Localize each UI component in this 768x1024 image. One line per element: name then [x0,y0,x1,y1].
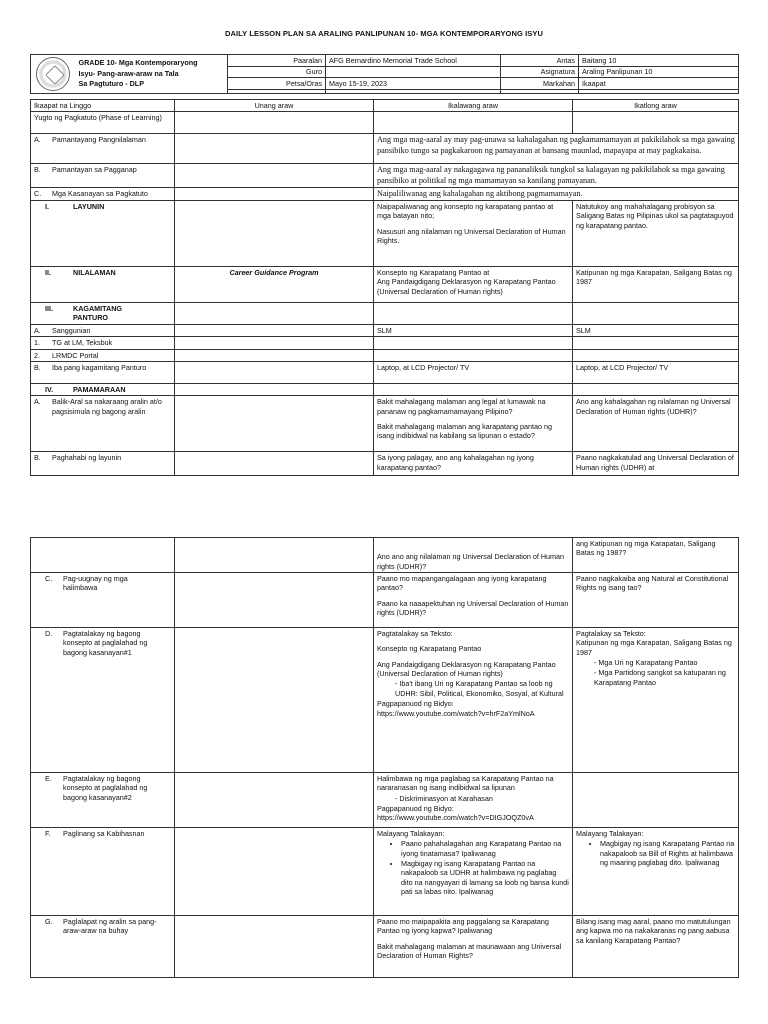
pagtatalakay-1-day3: Pagtalakay sa Teksto: Katipunan ng mga Karapatan, Saligang Batas ng 1987 - Mga Uri ng Karapatang Pantao - Mga Partidong sangkot sa katuparan ng Karapatang Pantao [573,628,739,773]
header-table [30,54,739,94]
lesson-table-page-2 [30,537,739,978]
col-header-day1: Unang araw [175,100,374,112]
sanggunian-day3: SLM [573,324,739,336]
paaralan-label: Paaralan [228,55,326,67]
layunin-label: I. LAYUNIN [31,201,175,267]
pagtatalakay-1-label: D. Pagtatalakay ng bagong konsepto at paglalahad ng bagong kasanayan#1 [31,628,175,773]
nilalaman-label: II. NILALAMAN [31,267,175,303]
paghahabi-day2-continued: Ano ano ang nilalaman ng Universal Declaration of Human rights (UDHR)? [374,538,573,573]
kagamitan-label: III. KAGAMITANG PANTURO [31,303,175,325]
sanggunian-label: A. Sanggunian [31,324,175,336]
paghahabi-day2: Sa iyong palagay, ano ang kahalagahan ng iyong karapatang pantao? [374,452,573,476]
guro-label: Guro [228,66,326,78]
kasanayan-value: Naipaliliwanag ang kahalagahan ng aktibong pagmamamayan. [374,187,739,200]
guro-value [326,66,501,78]
iba-pang-kagamitan-label: B. Iba pang kagamitang Panturo [31,361,175,383]
pamantayan-pagganap-label: B. Pamantayan sa Pagganap [31,164,175,188]
tg-label: 1. TG at LM, Teksbuk [31,337,175,349]
pamamaraan-label: IV. PAMAMARAAN [31,383,175,395]
deped-seal-icon [36,57,70,91]
pagtatalakay-1-day2: Pagtatalakay sa Teksto: Konsepto ng Karapatang Pantao Ang Pandaigdigang Deklarasyon ng Karapatang Pantao (Universal Declaration of Human rights) - Iba't ibang Uri ng Karapatang Pantao sa loob ng UDHR: Sibil, Political, Ekonomiko, Sosyal, at Kultural Pagpapanuod ng Bidyo: https://www.youtube.com/watch?v=hrF2aYmlNoA [374,628,573,773]
yugto-label: Yugto ng Pagkatuto (Phase of Learning) [31,112,175,134]
nilalaman-day1: Career Guidance Program [175,267,374,303]
lesson-table-page-1 [30,99,739,476]
kasanayan-label: C. Mga Kasanayan sa Pagkatuto [31,187,175,200]
pamantayang-pangnilalaman-value: Ang mga mag-aaral ay may pag-unawa sa kahalagahan ng pagkamamamayan at pakikilahok sa mga gawaing pansibiko tungo sa pagkakaroon ng pamayanan at bansang maunlad, mapayapa at may pagkakaisa. [374,134,739,164]
antas-label: Antas [501,55,579,67]
document-page-1 [0,0,768,500]
col-header-day3: Ikatlong araw [573,100,739,112]
nilalaman-day2: Konsepto ng Karapatang Pantao at Ang Pandaigdigang Deklarasyon ng Karapatang Pantao (Universal Declaration of Human rights) [374,267,573,303]
balik-aral-day2: Bakit mahalagang malaman ang legal at lumawak na pananaw ng pagkamamamayang Pilipino? Bakit mahalagang malaman ang karapatang pantao ng isang indibidwal na kabilang sa lipunan o estado? [374,396,573,452]
petsa-value: Mayo 15-19, 2023 [326,78,501,90]
paglalapat-day3: Bilang isang mag aaral, paano mo matutulungan ang kapwa mo na nakakaranas ng pang aabusa sa kanilang Karapatang Pantao? [573,916,739,978]
paglinang-day2: Malayang Talakayan: • Paano pahahalagahan ang Karapatang Pantao na iyong tinatamasa? Ipaliwanag • Magbigay ng isang Karapatang Pantao na nakapaloob sa UDHR at halimbawa ng paglabag dito na nangyayari di lamang sa loob ng bansa kundi pati sa labas nito. Ipaliwanag [374,828,573,916]
iba-pang-kagamitan-day2: Laptop, at LCD Projector/ TV [374,361,573,383]
balik-aral-day3: Ano ang kahalagahan ng nilalaman ng Universal Declaration of Human rights (UDHR)? [573,396,739,452]
paglinang-day3: Malayang Talakayan: • Magbigay ng isang Karapatang Pantao na nakapaloob sa Bill of Rights at halimbawa ng maaring paglabag dito. Ipaliwanag [573,828,739,916]
paghahabi-label: B. Paghahabi ng layunin [31,452,175,476]
markahan-label: Markahan [501,78,579,90]
paghahabi-day3: Paano nagkakatulad ang Universal Declaration of Human rights (UDHR) at [573,452,739,476]
pag-uugnay-day2: Paano mo mapangangalagaan ang iyong karapatang pantao? Paano ka naaapektuhan ng Universal Declaration of Human rights (UDHR)? [374,573,573,628]
antas-value: Baitang 10 [579,55,739,67]
asignatura-value: Araling Panlipunan 10 [579,66,739,78]
grade-title: GRADE 10- Mga Kontemporaryong Isyu- Pang-araw-araw na Tala Sa Pagtuturo - DLP [76,55,228,94]
document-title: DAILY LESSON PLAN SA ARALING PANLIPUNAN 10- MGA KONTEMPORARYONG ISYU [224,29,544,38]
paghahabi-day3-continued: ang Katipunan ng mga Karapatan, Saligang Batas ng 1987? [573,538,739,573]
pag-uugnay-day3: Paano nagkakaiba ang Natural at Constitutional Rights ng isang tao? [573,573,739,628]
asignatura-label: Asignatura [501,66,579,78]
paglinang-label: F. Paglinang sa Kabihasnan [31,828,175,916]
paglalapat-label: G. Paglalapat ng aralin sa pang-araw-araw na buhay [31,916,175,978]
paaralan-value: AFG Bernardino Memorial Trade School [326,55,501,67]
col-header-day2: Ikalawang araw [374,100,573,112]
nilalaman-day3: Katipunan ng mga Karapatan, Saligang Batas ng 1987 [573,267,739,303]
layunin-day3: Natutukoy ang mahahalagang probisyon sa Saligang Batas ng Pilipinas ukol sa pagtataguyod ng karapatang pantao. [573,201,739,267]
paglalapat-day2: Paano mo maipapakita ang paggalang sa Karapatang Pantao ng iyong kapwa? Ipaliwanag Bakit mahalagang malaman at maunawaan ang Universal Declaration of Human Rights? [374,916,573,978]
document-page-2 [0,522,768,1024]
iba-pang-kagamitan-day3: Laptop, at LCD Projector/ TV [573,361,739,383]
sanggunian-day2: SLM [374,324,573,336]
pagtatalakay-2-day2: Halimbawa ng mga paglabag sa Karapatang Pantao na nararanasan ng isang indibidwal sa lipunan - Diskriminasyon at Karahasan Pagpapanuod ng Bidyo: https://www.youtube.com/watch?v=DIGJOQZ0vA [374,773,573,828]
markahan-value: Ikaapat [579,78,739,90]
pamantayan-pagganap-value: Ang mga mag-aaral ay nakagagawa ng pananaliksik tungkol sa kalagayan ng pakikilahok sa mga gawaing pansibiko at politikal ng mga mamamayan sa kanilang pamayanan. [374,164,739,188]
pamantayang-pangnilalaman-label: A. Pamantayang Pangnilalaman [31,134,175,164]
layunin-day2: Naipapaliwanag ang konsepto ng karapatang pantao at mga batayan nito; Nasusuri ang nilalaman ng Universal Declaration of Human Rights. [374,201,573,267]
lrmdc-label: 2. LRMDC Portal [31,349,175,361]
col-header-week: Ikaapat na Linggo [31,100,175,112]
balik-aral-label: A. Balik-Aral sa nakaraang aralin at/o pagsisimula ng bagong aralin [31,396,175,452]
pagtatalakay-2-label: E. Pagtatalakay ng bagong konsepto at paglalahad ng bagong kasanayan#2 [31,773,175,828]
petsa-label: Petsa/Oras [228,78,326,90]
pag-uugnay-label: C. Pag-uugnay ng mga halimbawa [31,573,175,628]
page-gap [0,500,768,522]
